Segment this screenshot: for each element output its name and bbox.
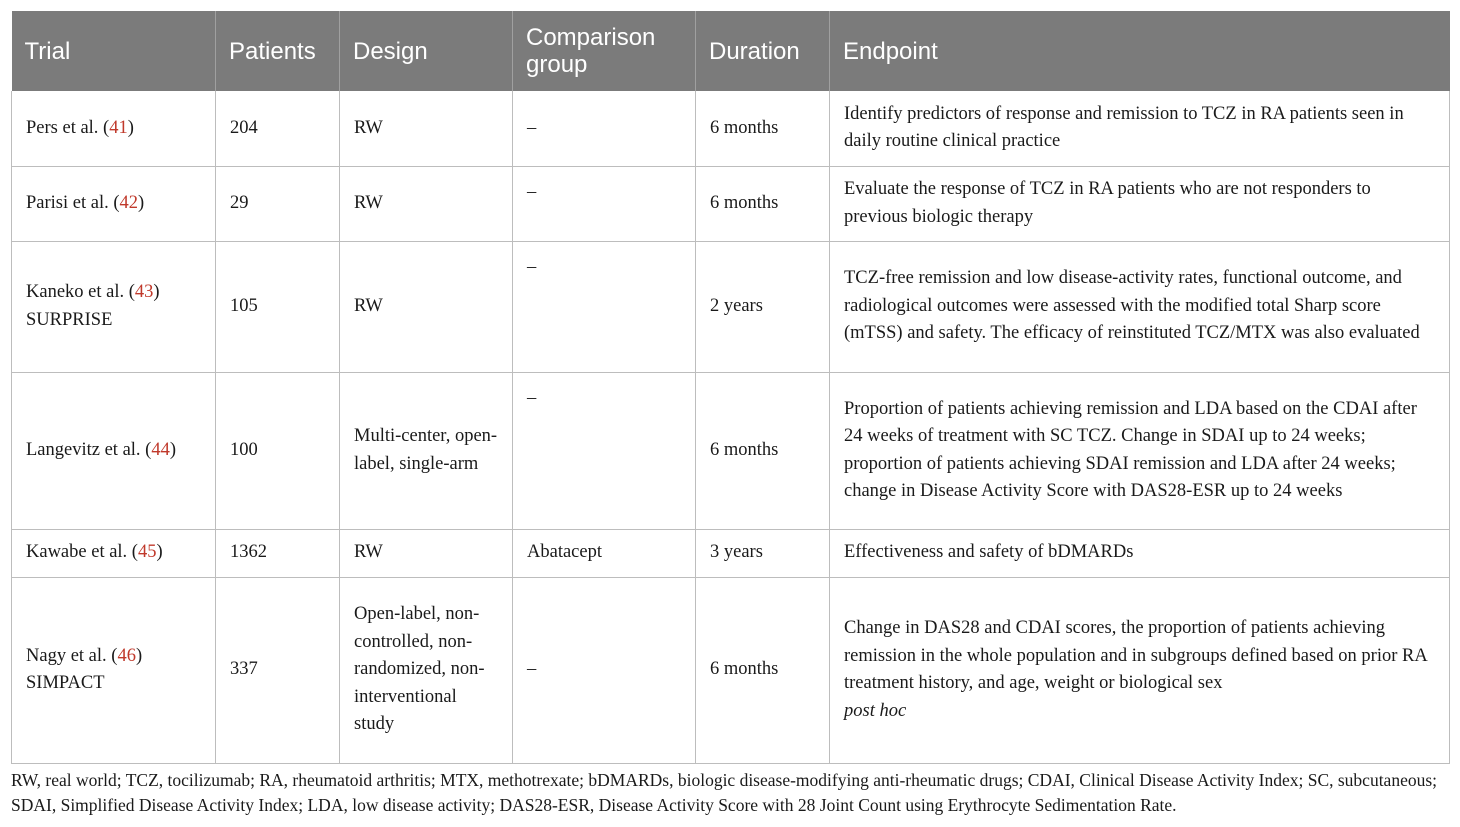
duration-cell: 6 months: [696, 577, 830, 763]
trial-cell: Parisi et al. (42): [12, 166, 216, 241]
trials-table-container: [11, 11, 1449, 764]
endpoint-cell: Proportion of patients achieving remission and LDA based on the CDAI after 24 weeks of treatment with SC TCZ. Change in SDAI up to 24 weeks; proportion of patients achieving SDAI remission and LDA after 24 weeks; change in Disease Activity Score with DAS28-ESR up to 24 weeks: [830, 372, 1450, 529]
comparison-cell: –: [513, 91, 696, 166]
reference-link[interactable]: 44: [151, 439, 170, 460]
duration-cell: 6 months: [696, 166, 830, 241]
header-design: Design: [340, 11, 513, 91]
endpoint-cell: Effectiveness and safety of bDMARDs: [830, 529, 1450, 577]
reference-link[interactable]: 45: [137, 542, 157, 563]
patients-cell: 100: [216, 372, 340, 529]
comparison-cell: Abatacept: [513, 529, 696, 577]
table-header-row: [12, 11, 1450, 91]
reference-link[interactable]: 43: [134, 282, 154, 302]
comparison-cell: –: [513, 241, 696, 372]
design-cell: Open-label, non-controlled, non-randomized, non-interventional study: [340, 577, 513, 763]
table-row: [12, 166, 1450, 241]
trial-cell: Nagy et al. (46) SIMPACT: [12, 577, 216, 763]
comparison-cell: –: [513, 577, 696, 763]
header-endpoint: Endpoint: [830, 11, 1450, 91]
trial-cell: Kaneko et al. (43) SURPRISE: [12, 241, 216, 372]
table-row: [12, 529, 1450, 577]
table-row: [12, 241, 1450, 372]
table-row: [12, 91, 1450, 166]
endpoint-italic-note: post hoc: [844, 700, 907, 721]
design-cell: RW: [340, 166, 513, 241]
header-duration: Duration: [696, 11, 830, 91]
duration-cell: 6 months: [696, 91, 830, 166]
trial-cell: Langevitz et al. (44): [12, 372, 216, 529]
duration-cell: 2 years: [696, 241, 830, 372]
patients-cell: 29: [216, 166, 340, 241]
reference-link[interactable]: 41: [109, 117, 128, 138]
header-comparison-group: Comparison group: [513, 11, 696, 91]
table-row: [12, 372, 1450, 529]
table-footnote: RW, real world; TCZ, tocilizumab; RA, rheumatoid arthritis; MTX, methotrexate; bDMARDs, biologic disease-modifying anti-rheumatic drugs; CDAI, Clinical Disease Activity Index; SC, subcutaneous; SDAI, Simplified Disease Activity Index; LDA, low disease activity; DAS28-ESR, Disease Activity Score with 28 Joint Count using Erythrocyte Sedimentation Rate.: [11, 770, 1438, 815]
table-row: [12, 577, 1450, 763]
duration-cell: 6 months: [696, 372, 830, 529]
duration-cell: 3 years: [696, 529, 830, 577]
trial-cell: Pers et al. (41): [12, 91, 216, 166]
endpoint-cell: TCZ-free remission and low disease-activity rates, functional outcome, and radiological outcomes were assessed with the modified total Sharp score (mTSS) and safety. The efficacy of reinstituted TCZ/MTX was also evaluated: [830, 241, 1450, 372]
patients-cell: 1362: [216, 529, 340, 577]
design-cell: Multi-center, open-label, single-arm: [340, 372, 513, 529]
comparison-cell: –: [513, 372, 696, 529]
trial-acronym: SIMPACT: [26, 673, 105, 693]
design-cell: RW: [340, 241, 513, 372]
design-cell: RW: [340, 529, 513, 577]
header-trial: Trial: [12, 11, 216, 91]
reference-link[interactable]: 42: [119, 192, 139, 213]
patients-cell: 105: [216, 241, 340, 372]
patients-cell: 337: [216, 577, 340, 763]
endpoint-cell: Change in DAS28 and CDAI scores, the proportion of patients achieving remission in the whole population and in subgroups defined based on prior RA treatment history, and age, weight or biological sex post hoc: [830, 577, 1450, 763]
trial-acronym: SURPRISE: [26, 309, 113, 330]
patients-cell: 204: [216, 91, 340, 166]
reference-link[interactable]: 46: [117, 645, 136, 666]
design-cell: RW: [340, 91, 513, 166]
endpoint-cell: Identify predictors of response and remission to TCZ in RA patients seen in daily routine clinical practice: [830, 91, 1450, 166]
trial-cell: Kawabe et al. (45): [12, 529, 216, 577]
header-patients: Patients: [216, 11, 340, 91]
comparison-cell: –: [513, 166, 696, 241]
trials-table: [11, 11, 1450, 764]
endpoint-cell: Evaluate the response of TCZ in RA patients who are not responders to previous biologic therapy: [830, 166, 1450, 241]
